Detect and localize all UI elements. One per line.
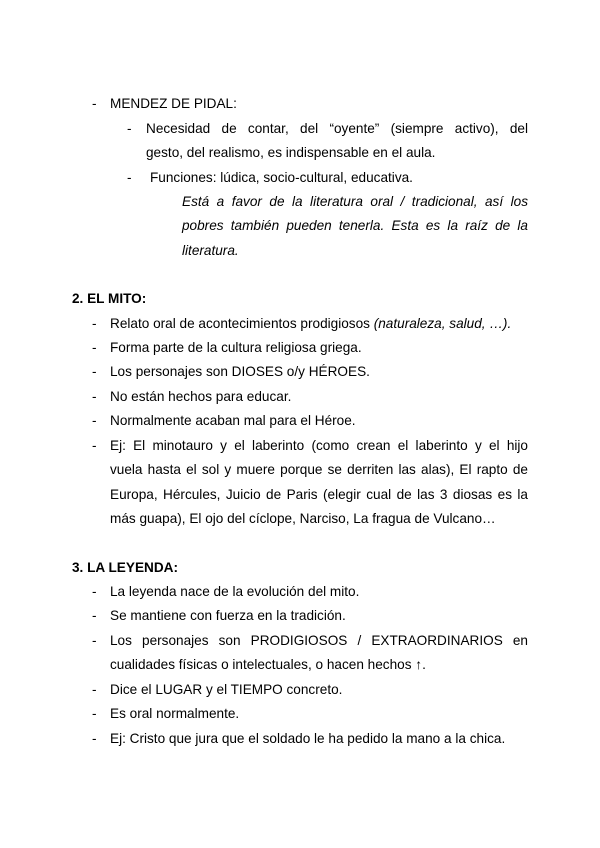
mito-item-6-line1: Ej: El minotauro y el laberinto (como crean el laberinto y el hijo [110,438,528,453]
pidal-note-line2: pobres también pueden tenerla. Esta es la raíz de la [182,218,528,233]
bullet-dash: - [92,633,97,648]
bullet-dash: - [92,389,97,404]
bullet-dash: - [92,438,97,453]
bullet-dash: - [92,340,97,355]
pidal-sub1-line2: gesto, del realismo, es indispensable en el aula. [146,145,436,160]
leyenda-item-1: La leyenda nace de la evolución del mito. [110,584,360,599]
mito-item-6-line3: Europa, Hércules, Juicio de Paris (elegir cual de las 3 diosas es la [110,487,528,502]
bullet-dash: - [127,121,132,136]
mito-item-6-line4: más guapa), El ojo del cíclope, Narciso, La fragua de Vulcano… [110,511,496,526]
pidal-note-line1: Está a favor de la literatura oral / tradicional, así los [182,194,528,209]
leyenda-item-2: Se mantiene con fuerza en la tradición. [110,608,346,623]
mito-item-3: Los personajes son DIOSES o/y HÉROES. [110,364,370,379]
bullet-dash: - [92,706,97,721]
pidal-sub1-line1: Necesidad de contar, del “oyente” (siempre activo), del [146,121,528,136]
leyenda-heading: 3. LA LEYENDA: [72,560,178,575]
pidal-note-line3: literatura. [182,243,239,258]
bullet-dash: - [92,682,97,697]
bullet-dash: - [92,584,97,599]
bullet-dash: - [92,731,97,746]
mito-item-2: Forma parte de la cultura religiosa griega. [110,340,362,355]
bullet-dash: - [92,96,97,111]
bullet-dash: - [92,364,97,379]
mito-item-6-line2: vuela hasta el sol y muere porque se derriten las alas), El rapto de [110,462,528,477]
bullet-dash: - [92,413,97,428]
leyenda-item-6: Ej: Cristo que jura que el soldado le ha pedido la mano a la chica. [110,731,506,746]
leyenda-item-3-line2: cualidades físicas o intelectuales, o hacen hechos ↑. [110,657,426,672]
mito-heading: 2. EL MITO: [72,291,147,306]
mito-item-1-italic: (naturaleza, salud, …). [373,316,512,331]
bullet-dash: - [92,608,97,623]
mito-item-1 [110,316,511,332]
leyenda-item-3-line1: Los personajes son PRODIGIOSOS / EXTRAORDINARIOS en [110,633,528,648]
bullet-dash: - [92,316,97,331]
leyenda-item-5: Es oral normalmente. [110,706,240,721]
bullet-dash: - [127,170,132,185]
pidal-title: MENDEZ DE PIDAL: [110,96,237,111]
mito-item-1-text: Relato oral de acontecimientos prodigiosos [110,316,374,331]
leyenda-item-4: Dice el LUGAR y el TIEMPO concreto. [110,682,343,697]
mito-item-5: Normalmente acaban mal para el Héroe. [110,413,356,428]
mito-item-4: No están hechos para educar. [110,389,292,404]
pidal-sub2: Funciones: lúdica, socio-cultural, educativa. [150,170,413,185]
